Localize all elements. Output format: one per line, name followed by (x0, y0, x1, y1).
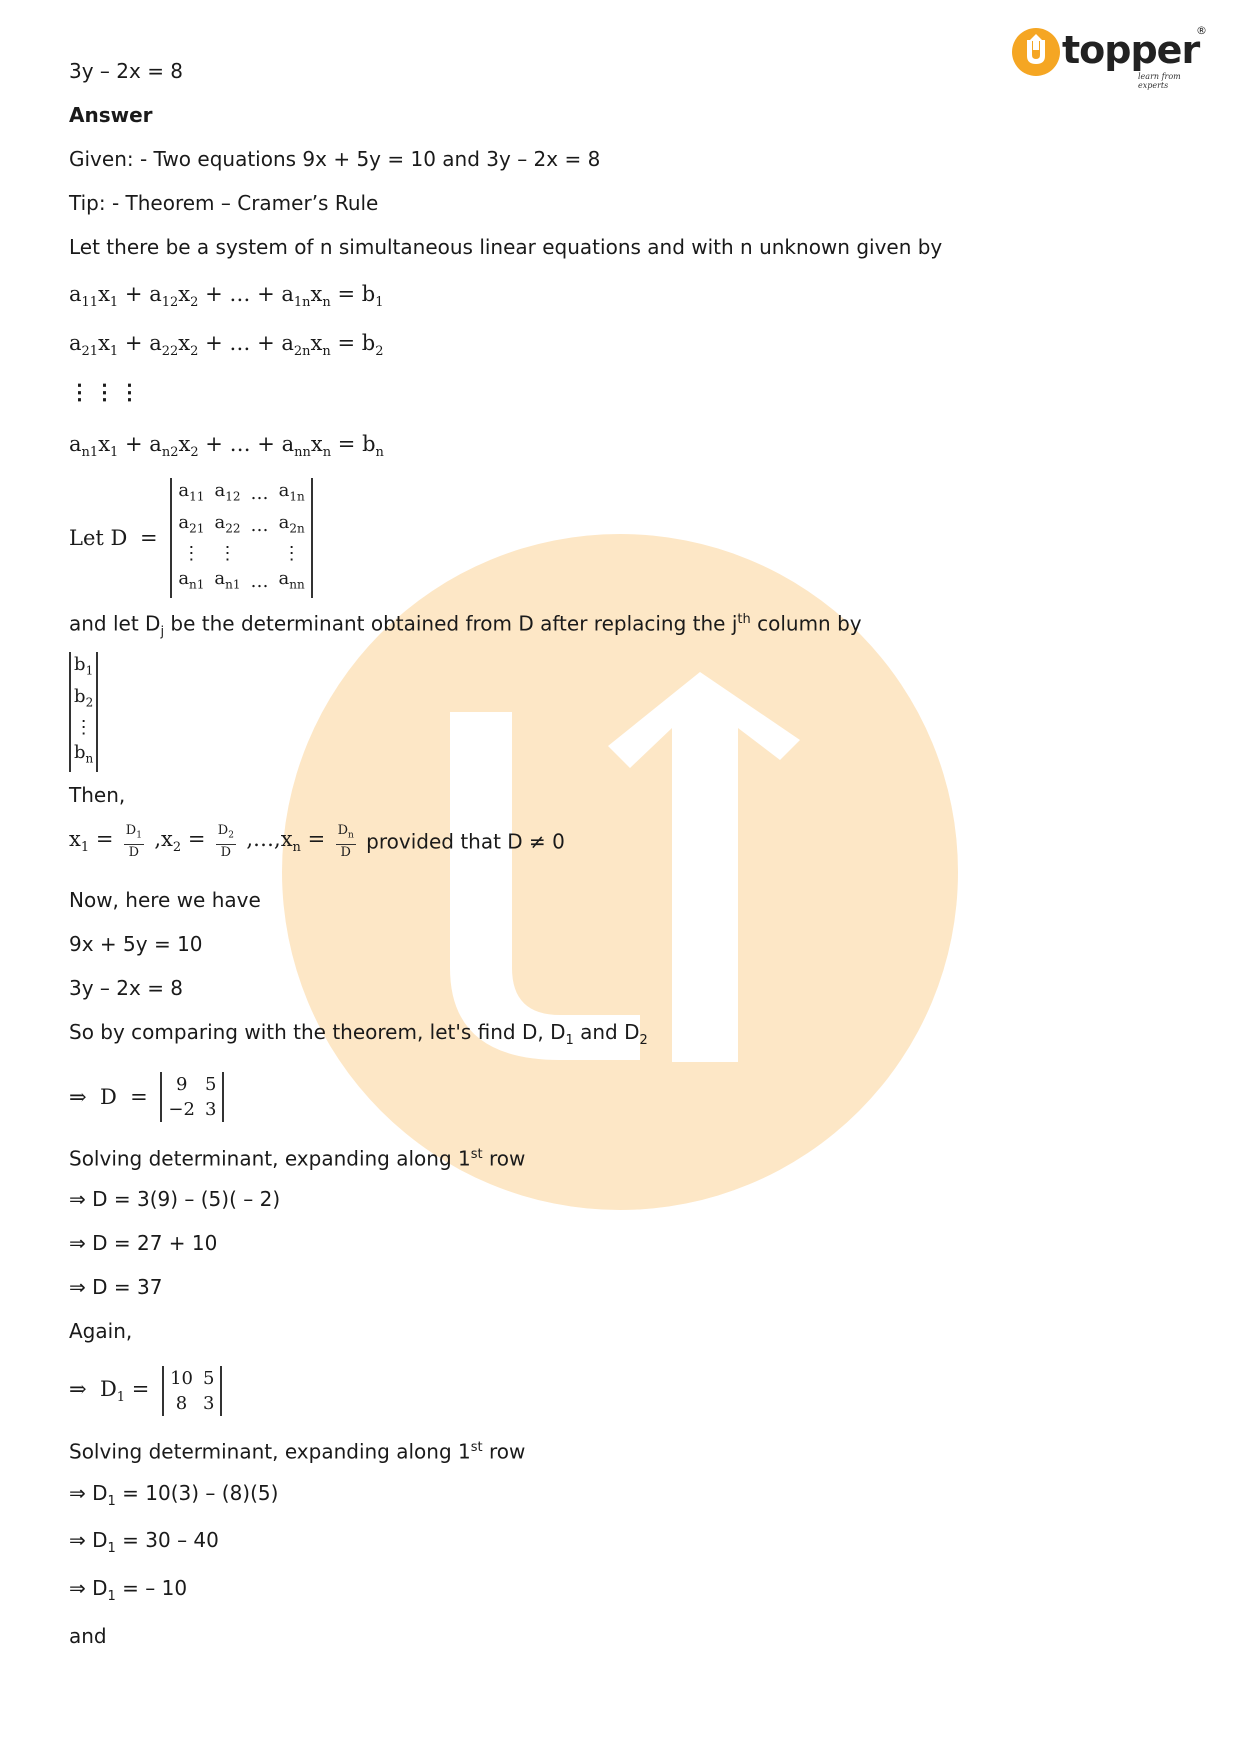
matrix-d-cell (251, 541, 279, 566)
d1-step-1: ⇒ $D_1 = 10(3) - (8)(5)$ (69, 1481, 279, 1509)
det-d-cell: 9 (175, 1074, 188, 1095)
matrix-b-cell: $b_1$ (74, 654, 94, 678)
matrix-d-cell: ⋮ (182, 543, 201, 565)
let-d-block: Let D = $a_{11}$ $a_{12}$ … $a_{1n}$ $a_{21}$ $a_{22}$ … $a_{2n}$ ⋮ ⋮ ⋮ $a_{n1}$ $a_{n1}$ … $a_{nn}$ (69, 478, 313, 598)
equation-2-line: 3y – 2x = 8 (69, 976, 184, 1000)
matrix-d-cell: $a_{2n}$ (278, 511, 305, 536)
now-line: Now, here we have (69, 888, 261, 912)
matrix-b (69, 652, 98, 772)
system-equation-1: $a_{11}x_1 + a_{12}x_2$ + … + $a_{1n}x_n = b_1$ (69, 282, 384, 311)
matrix-b-cell: $b_2$ (74, 685, 94, 710)
det-d-block: ⇒ D = 9 5 −2 3 (69, 1072, 224, 1122)
d-step-3: ⇒ D = 37 (69, 1275, 163, 1299)
equation-1-line: 9x + 5y = 10 (69, 932, 203, 956)
matrix-d-cell: … (250, 571, 269, 593)
given-line: Given: - Two equations 9x + 5y = 10 and 3y – 2x = 8 (69, 147, 601, 171)
logo-registered: ® (1196, 24, 1207, 37)
det-d1-block: ⇒ $D_1$ = 10 5 8 3 (69, 1366, 222, 1416)
d-step-2: ⇒ D = 27 + 10 (69, 1231, 218, 1255)
d1-step-3: ⇒ $D_1$ = – 10 (69, 1576, 188, 1604)
fraction-d2-over-d: $\frac{D_2}{D}$ (217, 823, 234, 860)
matrix-d (170, 478, 312, 598)
det-d1-matrix (162, 1366, 222, 1416)
matrix-d-cell: $a_{1n}$ (278, 480, 305, 504)
matrix-d-cell: $a_{11}$ (178, 480, 205, 504)
matrix-d-cell: ⋮ (218, 543, 237, 565)
logo-text: topper (1062, 28, 1200, 72)
det-d-matrix (160, 1072, 224, 1122)
matrix-d-cell: $a_{n1}$ (214, 568, 241, 592)
logo-tagline: learn from experts (1138, 72, 1181, 90)
matrix-d-cell: ⋮ (282, 543, 301, 565)
fraction-dn-over-d: $\frac{D_n}{D}$ (337, 823, 354, 860)
solve-line-1: Solving determinant, expanding along 1st row (69, 1146, 526, 1171)
fraction-d1-over-d: $\frac{D_1}{D}$ (125, 823, 142, 860)
matrix-d-cell: $a_{12}$ (214, 480, 241, 504)
cramer-formula: $x_1$ = $\frac{D_1}{D}$ $,x_2$ = $\frac{D_2}{D}$ $,\dots,x_n$ = $\frac{D_n}{D}$ provided that D ≠ 0 (69, 823, 565, 860)
vertical-dots-row: ⋮⋮⋮ (69, 379, 144, 404)
matrix-d-cell: $a_{nn}$ (278, 568, 305, 592)
b-column-block (69, 652, 98, 772)
brand-logo (1010, 24, 1210, 88)
answer-heading: Answer (69, 103, 153, 127)
det-d-cell: 3 (204, 1099, 217, 1120)
equation-line: 3y – 2x = 8 (69, 59, 184, 83)
matrix-b-cell: $b_n$ (74, 742, 94, 766)
again-line: Again, (69, 1319, 133, 1343)
then-line: Then, (69, 783, 126, 807)
matrix-d-cell: $a_{22}$ (214, 511, 241, 536)
system-equation-n: $a_{n1}x_1 + a_{n2}x_2$ + … + $a_{nn}x_n = b_n$ (69, 432, 384, 461)
tip-line: Tip: - Theorem – Cramer’s Rule (69, 191, 379, 215)
det-d1-cell: 3 (202, 1393, 215, 1414)
system-equation-2: $a_{21}x_1 + a_{22}x_2$ + … + $a_{2n}x_n = b_2$ (69, 331, 384, 360)
compare-line: So by comparing with the theorem, let's find D, $D_1$ and $D_2$ (69, 1020, 648, 1048)
intro-line: Let there be a system of n simultaneous linear equations and with n unknown given by (69, 235, 943, 259)
det-d1-cell: 10 (170, 1368, 193, 1389)
dj-definition-line: and let $D_j$ be the determinant obtained from D after replacing the $j^{th}$ column by (69, 611, 862, 640)
d1-step-2: ⇒ $D_1 = 30 - 40$ (69, 1528, 219, 1556)
det-d-cell: 5 (204, 1074, 217, 1095)
det-d-cell: −2 (168, 1099, 195, 1120)
and-line: and (69, 1624, 107, 1648)
matrix-d-cell: $a_{n1}$ (178, 568, 205, 592)
solve-line-2: Solving determinant, expanding along 1st row (69, 1439, 526, 1464)
d-step-1: ⇒ D = 3(9) – (5)( – 2) (69, 1187, 281, 1211)
matrix-d-cell: … (250, 483, 269, 505)
det-d1-cell: 5 (202, 1368, 215, 1389)
matrix-b-cell: ⋮ (74, 717, 93, 739)
matrix-d-cell: $a_{21}$ (178, 511, 205, 536)
det-d1-cell: 8 (175, 1393, 188, 1414)
matrix-d-cell: … (250, 514, 269, 536)
